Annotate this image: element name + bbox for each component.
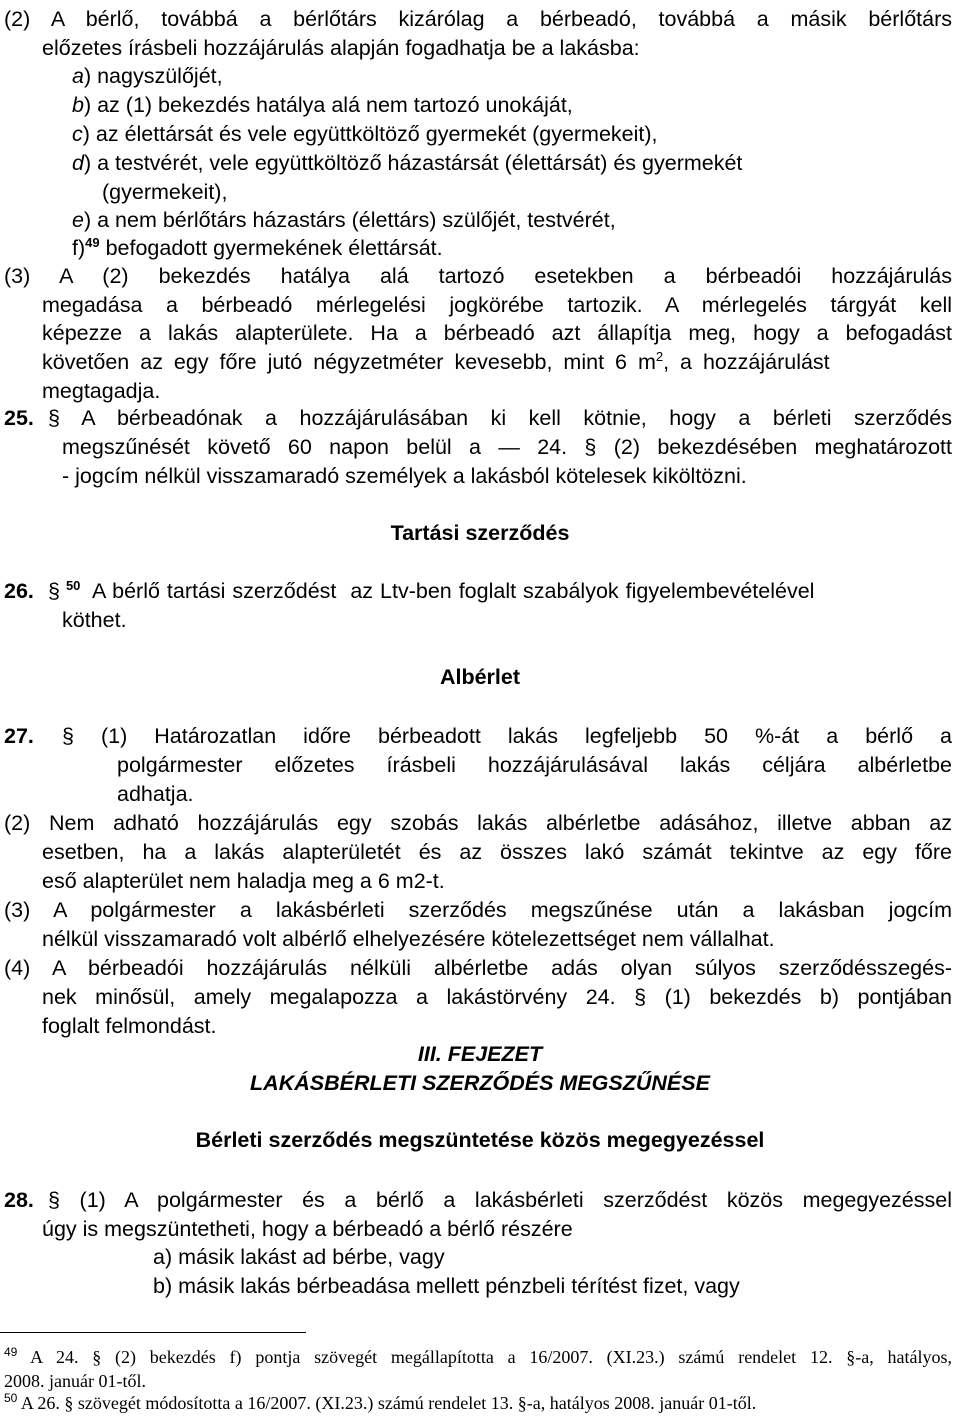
footnote-ref-50[interactable]: 50 xyxy=(65,577,81,593)
list-text-e: ) a nem bérlőtárs házastárs (élettárs) szülőjét, testvérét, xyxy=(83,208,616,232)
list-item-f xyxy=(0,234,960,263)
square-meter-superscript: 2 xyxy=(655,348,664,364)
section-27-paragraph-4-line-1: (4) A bérbeadói hozzájárulás nélküli albérletbe adás olyan súlyos szerződésszegés- xyxy=(4,956,952,980)
heading-berleti-szerzodes-megszuntetese: Bérleti szerződés megszüntetése közös megegyezéssel xyxy=(195,1128,765,1152)
section-27-paragraph-4-line-2: nek minősül, amely megalapozza a lakástörvény 24. § (1) bekezdés b) pontjában xyxy=(42,985,952,1009)
footnote-ref-49[interactable]: 49 xyxy=(85,234,100,250)
paragraph-3-line-1: (3) A (2) bekezdés hatálya alá tartozó esetekben a bérbeadói hozzájárulás xyxy=(4,264,952,288)
list-item-d-continuation: (gyermekeit), xyxy=(102,180,228,204)
section-26-line-1: A bérlő tartási szerződést az Ltv-ben foglalt szabályok figyelembevételével xyxy=(92,579,815,603)
footnote-50-number: 50 xyxy=(4,1391,18,1405)
footnote-separator xyxy=(0,1332,306,1333)
list-text-f: befogadott gyermekének élettársát. xyxy=(99,236,443,260)
list-text-a: ) nagyszülőjét, xyxy=(83,64,223,88)
section-27-line-1: § (1) Határozatlan időre bérbeadott lakás legfeljebb 50 %-át a bérlő a xyxy=(62,724,952,748)
list-text-c: ) az élettársát és vele együttköltöző gyermekét (gyermekeit), xyxy=(82,122,658,146)
section-27-paragraph-4-line-3: foglalt felmondást. xyxy=(42,1014,217,1038)
footnote-49-line-2: 2008. január 01-től. xyxy=(4,1371,146,1391)
footnote-50-text: A 26. § szövegét módosította a 16/2007. (XI.23.) számú rendelet 13. §-a, hatályos 2008. január 01-től. xyxy=(20,1393,757,1413)
list-letter-d: d xyxy=(72,151,84,175)
section-28-line-1: § (1) A polgármester és a bérlő a lakásbérleti szerződést közös megegyezéssel xyxy=(48,1188,952,1212)
chapter-number xyxy=(0,1040,960,1069)
section-27-line-3: adhatja. xyxy=(117,782,194,806)
chapter-title xyxy=(0,1069,960,1098)
list-letter-a: a xyxy=(72,64,84,88)
section-27-paragraph-2-line-3: eső alapterület nem haladja meg a 6 m2-t. xyxy=(42,869,445,893)
paragraph-3-line-4-a xyxy=(42,348,830,377)
paragraph-2-line-2: előzetes írásbeli hozzájárulás alapján fogadhatja be a lakásba: xyxy=(42,36,640,60)
section-26-number: 26. xyxy=(4,579,34,603)
list-letter-b: b xyxy=(72,93,84,117)
list-item-c xyxy=(0,120,960,149)
paragraph-3-line-4 xyxy=(0,348,960,377)
section-25-line-1: § A bérbeadónak a hozzájárulásában ki kell kötnie, hogy a bérleti szerződés xyxy=(48,406,952,430)
list-text-d: ) a testvérét, vele együttköltöző házastársát (élettársát) és gyermekét xyxy=(83,151,743,175)
list-item-b xyxy=(0,91,960,120)
section-27-paragraph-3-line-2: nélkül visszamaradó volt albérlő elhelyezésére kötelezettséget nem vállalhat. xyxy=(42,927,775,951)
list-letter-f: f) xyxy=(72,236,86,260)
section-28-line-2: úgy is megszüntetheti, hogy a bérbeadó a bérlő részére xyxy=(42,1217,573,1241)
section-27-paragraph-2-line-1: (2) Nem adható hozzájárulás egy szobás lakás albérletbe adásához, illetve abban az xyxy=(4,811,952,835)
section-25-number: 25. xyxy=(4,406,34,430)
heading-tartasi-szerzodes: Tartási szerződés xyxy=(390,521,570,545)
section-27-paragraph-3-line-1: (3) A polgármester a lakásbérleti szerződés megszűnése után a lakásban jogcím xyxy=(4,898,952,922)
list-item-a xyxy=(0,62,960,91)
section-28-number: 28. xyxy=(4,1188,34,1212)
section-25-line-2: megszűnését követő 60 napon belül a — 24. § (2) bekezdésében meghatározott xyxy=(62,435,952,459)
section-28-item-a: a) másik lakást ad bérbe, vagy xyxy=(153,1245,445,1269)
paragraph-3-line-4-text: követően az egy főre jutó négyzetméter kevesebb, mint 6 m xyxy=(42,350,656,374)
list-item-e xyxy=(0,206,960,235)
footnote-49-text: A 24. § (2) bekezdés f) pontja szövegét megállapította a 16/2007. (XI.23.) számú rendelet 12. §-a, hatályos, xyxy=(30,1347,952,1367)
footnote-49-number: 49 xyxy=(4,1345,18,1359)
footnote-49 xyxy=(0,1346,960,1368)
section-28-item-b: b) másik lakás bérbeadása mellett pénzbeli térítést fizet, vagy xyxy=(153,1274,740,1298)
list-letter-e: e xyxy=(72,208,84,232)
paragraph-3-line-3: képezze a lakás alapterülete. Ha a bérbeadó azt állapítja meg, hogy a befogadást xyxy=(42,321,952,345)
section-27-number: 27. xyxy=(4,724,34,748)
list-text-b: ) az (1) bekezdés hatálya alá nem tartozó unokáját, xyxy=(83,93,573,117)
footnote-50 xyxy=(0,1392,960,1414)
list-item-d xyxy=(0,149,960,178)
chapter-number-text: III. FEJEZET xyxy=(417,1042,543,1066)
section-27-line-2: polgármester előzetes írásbeli hozzájárulásával lakás céljára albérletbe xyxy=(117,753,952,777)
section-25-line-3: - jogcím nélkül visszamaradó személyek a lakásból kötelesek kiköltözni. xyxy=(62,464,747,488)
paragraph-2-line-1: (2) A bérlő, továbbá a bérlőtárs kizárólag a bérbeadó, továbbá a másik bérlőtárs xyxy=(4,7,952,31)
list-letter-c: c xyxy=(72,122,83,146)
section-sign: § xyxy=(48,579,60,603)
heading-alberlet: Albérlet xyxy=(439,665,521,689)
section-26-line-2: köthet. xyxy=(62,608,127,632)
chapter-title-text: LAKÁSBÉRLETI SZERZŐDÉS MEGSZŰNÉSE xyxy=(250,1071,710,1095)
paragraph-3-line-4-tail: , a hozzájárulást xyxy=(663,350,830,374)
section-27-paragraph-2-line-2: esetben, ha a lakás alapterületét és az összes lakó számát tekintve az egy főre xyxy=(42,840,952,864)
paragraph-3-line-2: megadása a bérbeadó mérlegelési jogkörébe tartozik. A mérlegelés tárgyát kell xyxy=(42,293,952,317)
paragraph-3-line-5: megtagadja. xyxy=(42,379,161,403)
